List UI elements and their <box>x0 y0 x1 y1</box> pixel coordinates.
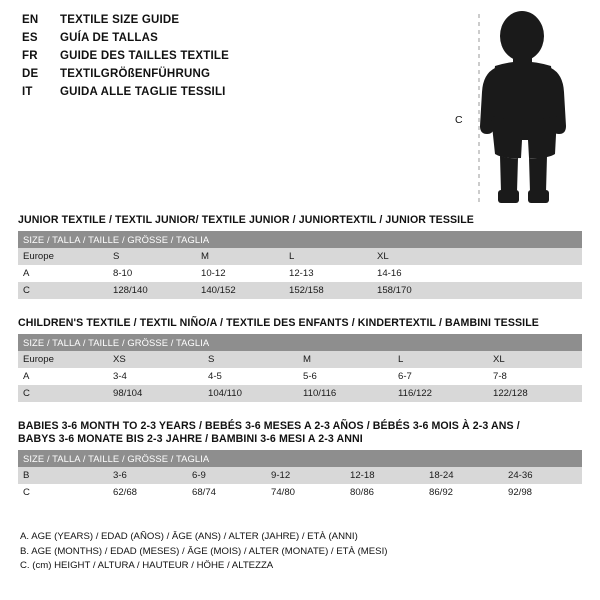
cell-empty <box>460 265 582 282</box>
legend <box>20 530 580 574</box>
row-label: Europe <box>18 351 108 368</box>
cell: 18-24 <box>424 467 503 484</box>
header-title: GUIDE DES TAILLES TEXTILE <box>60 50 229 62</box>
row-label: A <box>18 368 108 385</box>
cell: 158/170 <box>372 282 460 299</box>
table-header-row <box>18 231 582 248</box>
cell: 24-36 <box>503 467 582 484</box>
section-childrens-textile <box>18 317 582 402</box>
legend-item-b: B. AGE (MONTHS) / EDAD (MESES) / ÂGE (MOIS) / ALTER (MONATE) / ETÀ (MESI) <box>20 545 388 557</box>
header-title: TEXTILGRÖßENFÜHRUNG <box>60 68 211 80</box>
section-title-line1: BABIES 3-6 MONTH TO 2-3 YEARS / BEBÉS 3-6 MESES A 2-3 AÑOS / BÉBÉS 3-6 MOIS À 2-3 ANS / <box>18 420 520 432</box>
row-label: A <box>18 265 108 282</box>
header-row <box>22 50 442 68</box>
language-code: DE <box>22 68 39 80</box>
section-title-line2: BABYS 3-6 MONATE BIS 2-3 JAHRE / BAMBINI 3-6 MESI A 2-3 ANNI <box>18 433 363 445</box>
cell: 6-9 <box>187 467 266 484</box>
row-label: Europe <box>18 248 108 265</box>
cell: L <box>284 248 372 265</box>
cell: 14-16 <box>372 265 460 282</box>
cell: 12-18 <box>345 467 424 484</box>
figure <box>455 8 595 208</box>
cell-empty <box>460 248 582 265</box>
cell: 104/110 <box>203 385 298 402</box>
section-title: JUNIOR TEXTILE / TEXTIL JUNIOR/ TEXTILE JUNIOR / JUNIORTEXTIL / JUNIOR TESSILE <box>18 214 474 226</box>
cell: 140/152 <box>196 282 284 299</box>
legend-item-c: C. (cm) HEIGHT / ALTURA / HAUTEUR / HÖHE / ALTEZZA <box>20 560 274 571</box>
cell-empty <box>460 282 582 299</box>
table-row <box>18 368 582 385</box>
cell: 12-13 <box>284 265 372 282</box>
language-code: FR <box>22 50 38 62</box>
row-label: C <box>18 484 108 501</box>
cell: S <box>203 351 298 368</box>
cell: 3-4 <box>108 368 203 385</box>
cell: XL <box>488 351 582 368</box>
header-title: GUÍA DE TALLAS <box>60 32 158 44</box>
table-header-row <box>18 450 582 467</box>
cell: XL <box>372 248 460 265</box>
cell: L <box>393 351 488 368</box>
table-row <box>18 385 582 402</box>
cell: 4-5 <box>203 368 298 385</box>
size-header-label: SIZE / TALLA / TAILLE / GRÖSSE / TAGLIA <box>18 334 582 351</box>
header-row <box>22 86 442 104</box>
size-header-label: SIZE / TALLA / TAILLE / GRÖSSE / TAGLIA <box>18 231 582 248</box>
row-label: C <box>18 282 108 299</box>
cell: 10-12 <box>196 265 284 282</box>
language-code: EN <box>22 14 39 26</box>
size-table-children <box>18 334 582 402</box>
row-label: B <box>18 467 108 484</box>
table-row <box>18 282 582 299</box>
header-row <box>22 68 442 86</box>
cell: 128/140 <box>108 282 196 299</box>
header <box>22 14 442 104</box>
cell: M <box>298 351 393 368</box>
cell: M <box>196 248 284 265</box>
cell: 7-8 <box>488 368 582 385</box>
cell: S <box>108 248 196 265</box>
cell: 98/104 <box>108 385 203 402</box>
cell: 122/128 <box>488 385 582 402</box>
cell: 80/86 <box>345 484 424 501</box>
cell: 152/158 <box>284 282 372 299</box>
section-babies <box>18 420 582 501</box>
toddler-silhouette-icon <box>455 8 595 208</box>
table-row <box>18 351 582 368</box>
header-title: GUIDA ALLE TAGLIE TESSILI <box>60 86 226 98</box>
section-title: CHILDREN'S TEXTILE / TEXTIL NIÑO/A / TEXTILE DES ENFANTS / KINDERTEXTIL / BAMBINI TESSILE <box>18 317 539 329</box>
cell: 6-7 <box>393 368 488 385</box>
table-row <box>18 248 582 265</box>
cell: 110/116 <box>298 385 393 402</box>
cell: 116/122 <box>393 385 488 402</box>
legend-item-a: A. AGE (YEARS) / EDAD (AÑOS) / ÂGE (ANS) / ALTER (JAHRE) / ETÀ (ANNI) <box>20 531 358 542</box>
language-code: IT <box>22 86 33 98</box>
measure-label-c: C <box>455 114 463 126</box>
cell: 68/74 <box>187 484 266 501</box>
header-row <box>22 14 442 32</box>
cell: 74/80 <box>266 484 345 501</box>
size-table-babies <box>18 450 582 501</box>
cell: 5-6 <box>298 368 393 385</box>
size-header-label: SIZE / TALLA / TAILLE / GRÖSSE / TAGLIA <box>18 450 582 467</box>
size-table-junior <box>18 231 582 299</box>
cell: XS <box>108 351 203 368</box>
language-code: ES <box>22 32 38 44</box>
cell: 86/92 <box>424 484 503 501</box>
cell: 8-10 <box>108 265 196 282</box>
cell: 62/68 <box>108 484 187 501</box>
table-row <box>18 265 582 282</box>
cell: 9-12 <box>266 467 345 484</box>
row-label: C <box>18 385 108 402</box>
section-junior-textile <box>18 214 582 299</box>
cell: 3-6 <box>108 467 187 484</box>
table-row <box>18 467 582 484</box>
cell: 92/98 <box>503 484 582 501</box>
header-row <box>22 32 442 50</box>
header-title: TEXTILE SIZE GUIDE <box>60 14 180 26</box>
table-header-row <box>18 334 582 351</box>
table-row <box>18 484 582 501</box>
